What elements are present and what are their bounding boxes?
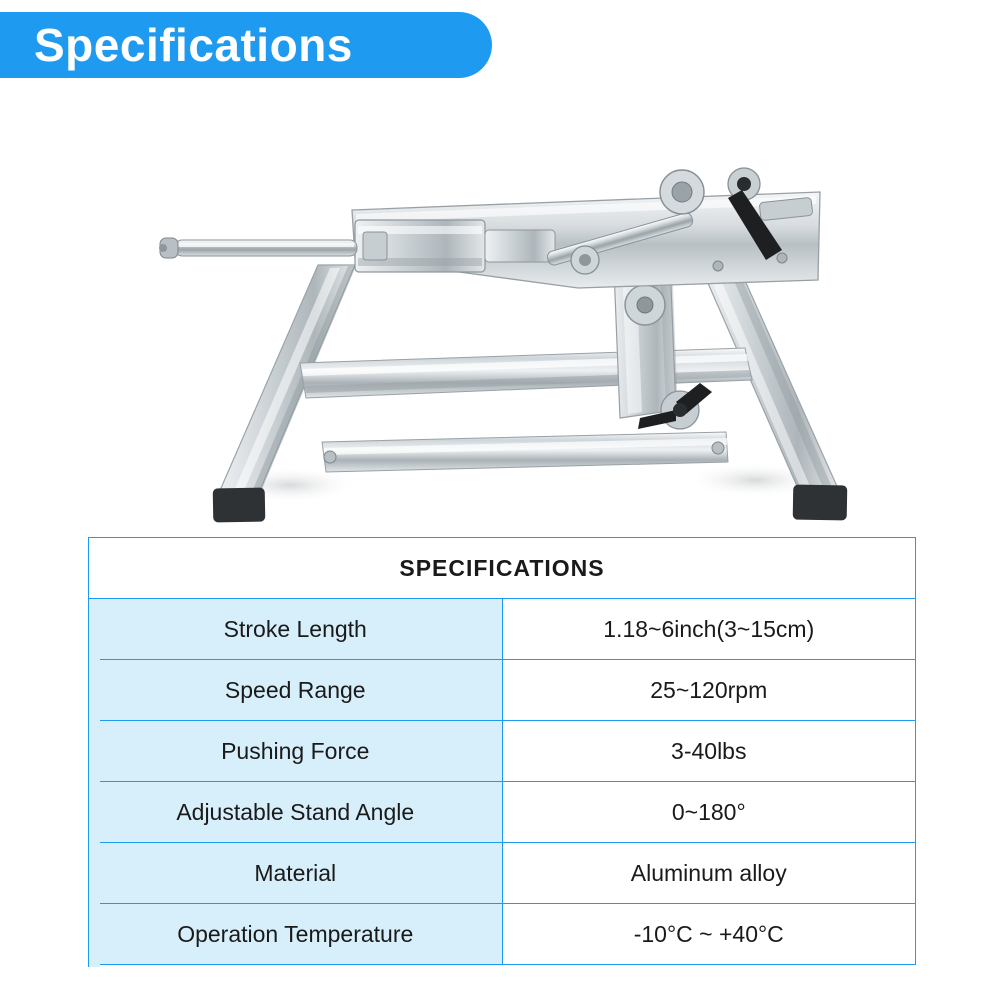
spec-value-adjustable-stand-angle: 0~180° [502,782,916,843]
product-image [0,80,1000,535]
table-row [89,599,916,660]
spec-value-pushing-force: 3-40lbs [502,721,916,782]
table-row [89,782,916,843]
specifications-table [88,537,916,965]
spec-table-title: SPECIFICATIONS [89,538,916,599]
table-row [89,721,916,782]
plate-screw-2 [777,253,787,263]
rubber-foot-right [793,485,848,521]
table-row [89,904,916,965]
stand-cross-rail [300,348,752,398]
product-illustration [0,80,1000,535]
spec-label-material: Material [89,843,503,904]
specifications-banner [0,12,492,78]
spec-label-adjustable-stand-angle: Adjustable Stand Angle [89,782,503,843]
banner-title: Specifications [34,19,353,71]
spec-value-speed-range: 25~120rpm [502,660,916,721]
plate-screw-1 [713,261,723,271]
spec-table-header-row [89,538,916,599]
stand-lower-bar [322,432,728,472]
spec-value-stroke-length: 1.18~6inch(3~15cm) [502,599,916,660]
bolt-lower-left [324,451,336,463]
push-rod [159,238,357,258]
rubber-foot-left [213,488,266,523]
spec-label-pushing-force: Pushing Force [89,721,503,782]
spec-value-operation-temperature: -10°C ~ +40°C [502,904,916,965]
spec-label-operation-temperature: Operation Temperature [89,904,503,965]
spec-value-material: Aluminum alloy [502,843,916,904]
spec-label-stroke-length: Stroke Length [89,599,503,660]
spec-label-speed-range: Speed Range [89,660,503,721]
bolt-lower-right [712,442,724,454]
table-row [89,660,916,721]
table-row [89,843,916,904]
